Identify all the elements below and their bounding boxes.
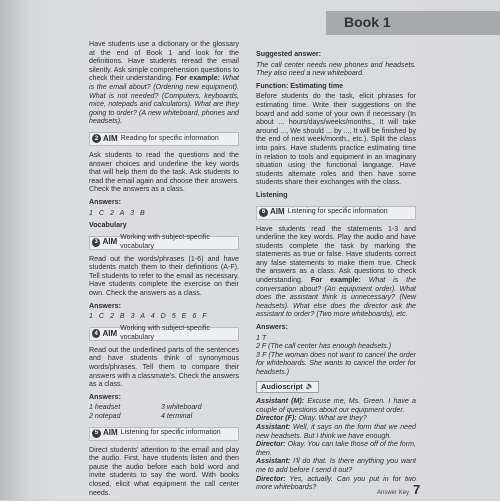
aim-number: 2 (92, 134, 101, 143)
aim-number: 6 (259, 208, 268, 217)
suggested-answer: The call center needs new phones and headsets. They also need a new whiteboard. (256, 60, 416, 78)
audio-line: Director: Yes, actually. Can you put in for two more whiteboards? (256, 474, 416, 492)
intro-paragraph: Have students use a dictionary or the glossary at the end of Book 1 and look for the definitions. Have students reread the email silently. Ask simple comprehension questions to check their understanding. For example: What is the email about? (Ordering new equipment). What is not needed? (Computers, keyboards, mice, notepads and calculators). What are they going to order? (A new whiteboard, phones and headsets). (89, 40, 239, 126)
suggested-answer-label: Suggested answer: (256, 50, 322, 58)
audio-line: Assistant: I'll do that. Is there anything you want me to add before I send it out? (256, 457, 416, 474)
vocabulary-heading: Vocabulary (89, 221, 127, 230)
speaker-icon: 🔈 (305, 382, 315, 390)
audio-line: Director (F): Okay. What are they? (256, 414, 367, 423)
aim-number: 4 (92, 329, 100, 338)
aim-5-text: Direct students' attention to the email and play the audio. First, have students listen and then pause the audio before each bold word and invite students to say the word. With books closed, elicit what equipment the call center needs. (89, 445, 239, 497)
aim-2-text: Ask students to read the questions and the answer choices and underline the key words that will help them do the task. Ask students to read the email again and choose their answers. Check the answers as a class. (89, 150, 239, 194)
answer-line: 3 F (The woman does not want to cancel the order for whiteboards. She wants to cancel the order for headsets.) (256, 350, 416, 376)
audio-line: Director: Okay. You can take those off of the form, then. (256, 440, 416, 457)
aim-3-box: 3 AIM Working with subject-specific vocabulary (89, 236, 239, 250)
audioscript-button[interactable]: Audioscript 🔈 (256, 381, 319, 394)
left-column (89, 40, 239, 501)
function-heading: Function: Estimating time (256, 81, 344, 90)
aim-4-text: Read out the underlined parts of the sentences and have students think of synonymous words/phrases. Tell them to compare their answers with a classmate's. Check the answers as a class. (89, 345, 239, 389)
right-column (256, 40, 416, 492)
answers-label: Answers: (89, 392, 121, 401)
audio-line: Assistant: Well, it says on the form that we need new headsets. But I think we have enough. (256, 422, 416, 440)
answers-label: Answers: (89, 197, 121, 206)
page-footer (377, 482, 420, 497)
footer-label: Answer Key (377, 490, 410, 496)
function-text: Before students do the task, elicit phrases for estimating time. Write their suggestions on the board and add some of your own if necessary (In about ... hours/days/weeks/months., It will take around ..., We should ... by ..., It will be finished by the end of next week/month., etc.). Split the class into pairs. Have students practice estimating time in relation to tools and equipment in an imaginary situation using the functional language. Have students alternate roles and then have some students share their exchanges with the class. (256, 92, 416, 187)
aim-6-text: Have students read the statements 1-3 and underline the key words. Play the audio and have students complete the task by marking the statements as true or false. Have students correct any false statements to make them true. Check the answers as a class. Ask questions to check understanding. For example: What is the conversation about? (An equipment order). What does the assistant think is unnecessary? (New headsets). What else does the director ask the assistant to order? (Two more whiteboards), etc. (256, 224, 416, 319)
answers-label: Answers: (89, 301, 121, 310)
aim-number: 5 (92, 429, 101, 438)
aim-3-text: Read out the words/phrases (1-6) and have students match them to their definitions (A-F). Tell students to refer to the email as necessary. Have students complete the exercise on their own. Check the answers as a class. (89, 254, 239, 298)
answers-2: 1 C 2 A 3 B (89, 208, 145, 217)
book-tab (326, 11, 500, 35)
aim-5-box: 5 AIM Listening for specific information (89, 427, 239, 441)
answers-3: 1 C 2 B 3 A 4 D 5 E 6 F (89, 312, 207, 321)
aim-number: 3 (92, 238, 100, 247)
answers-label: Answers: (256, 323, 288, 332)
page-number: 7 (413, 482, 421, 497)
aim-2-box: 2 AIM Reading for specific information (89, 132, 239, 146)
aim-6-box: 6 AIM Listening for specific information (256, 206, 416, 220)
answers-4: 1 headset 3 whiteboard 2 notepad 4 terminal (89, 403, 202, 420)
answer-line: 2 F (The call center has enough headsets.) (256, 342, 392, 351)
aim-4-box: 4 AIM Working with subject-specific vocabulary (89, 327, 239, 341)
listening-heading: Listening (256, 190, 288, 199)
answer-line: 1 T (256, 333, 267, 342)
book-title: Book 1 (344, 14, 391, 30)
audio-line: Assistant (M): Excuse me, Ms. Green. I have a couple of questions about our equipment order. (256, 397, 416, 414)
